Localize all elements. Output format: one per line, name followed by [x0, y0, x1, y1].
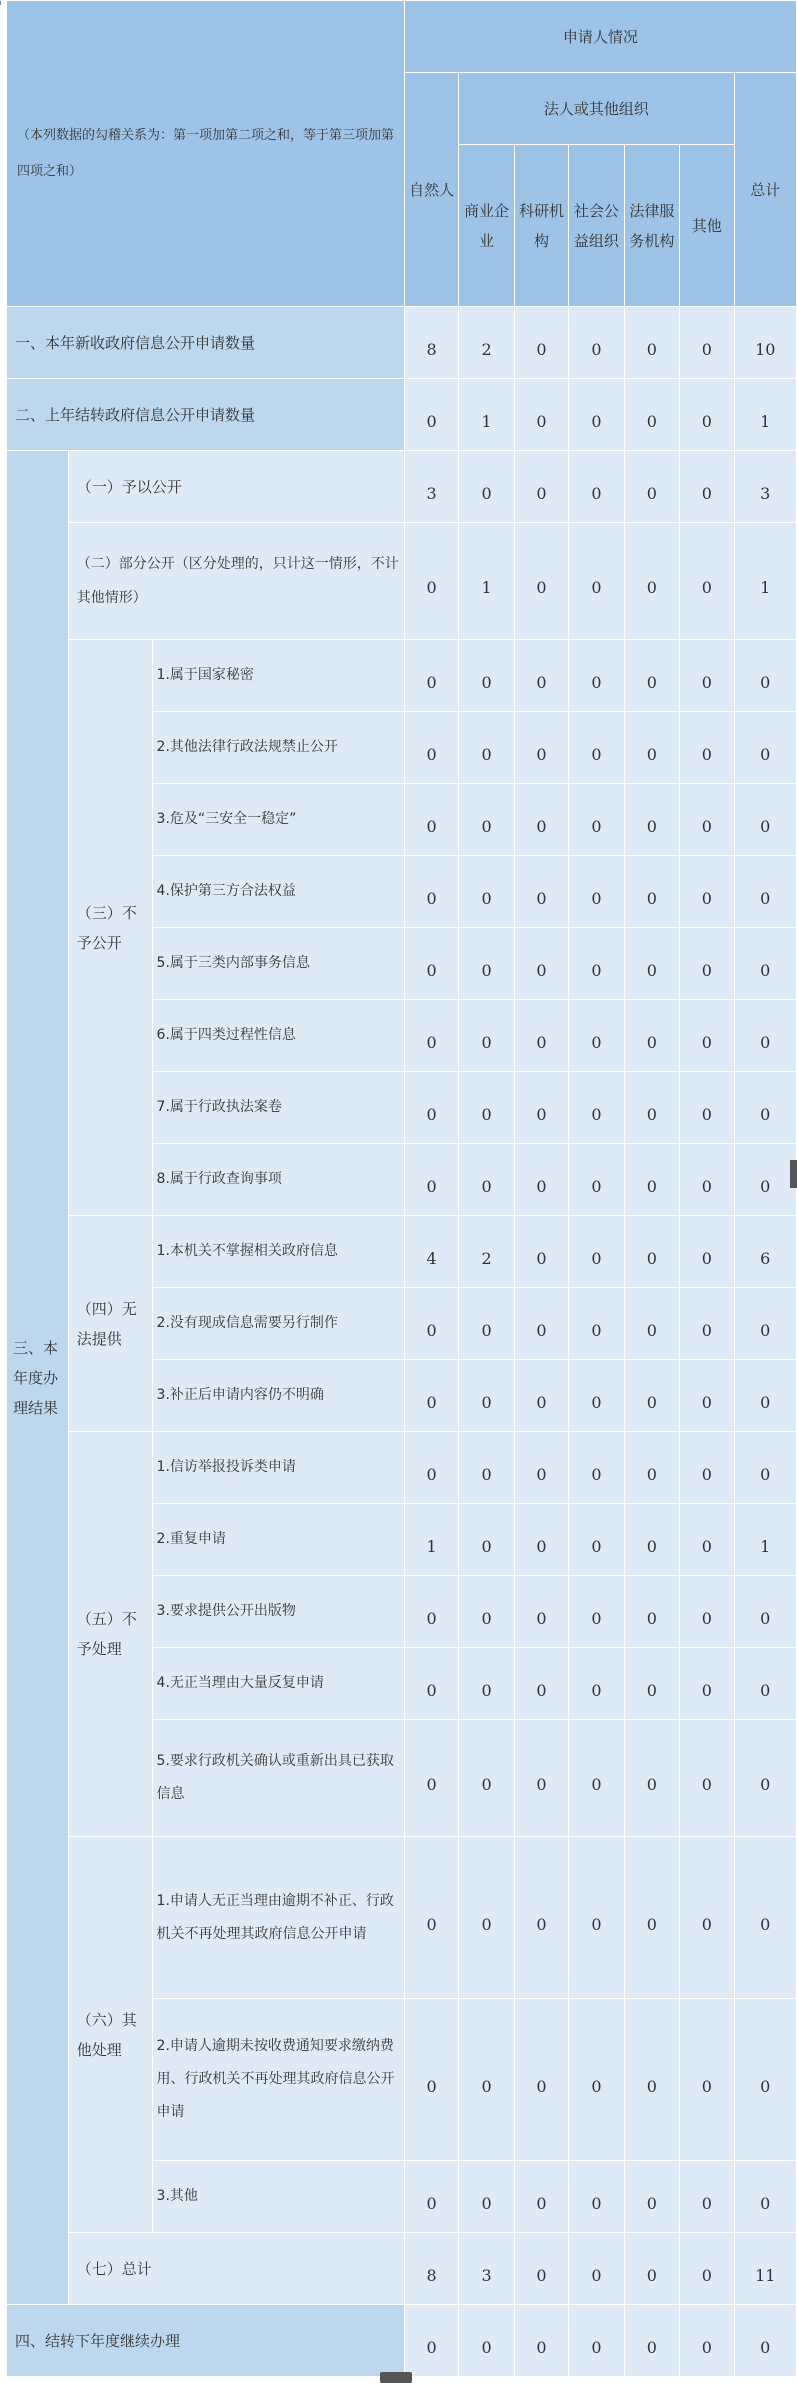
disclosure-statistics-table	[6, 0, 797, 2377]
value-cell: 0	[514, 451, 568, 523]
item-label: 3.危及“三安全一稳定”	[152, 784, 404, 856]
value-cell: 0	[459, 451, 514, 523]
value-cell: 0	[459, 1504, 514, 1576]
value-cell: 0	[624, 2161, 679, 2233]
item-label: 3.其他	[152, 2161, 404, 2233]
value-cell: 1	[734, 523, 796, 640]
row-label: 四、结转下年度继续办理	[7, 2305, 405, 2377]
row-label: 一、本年新收政府信息公开申请数量	[7, 307, 405, 379]
value-cell: 0	[569, 1576, 624, 1648]
public-welfare-header: 社会公益组织	[569, 145, 624, 307]
value-cell: 0	[680, 1576, 734, 1648]
item-label: 1.本机关不掌握相关政府信息	[152, 1216, 404, 1288]
value-cell: 0	[734, 1999, 796, 2161]
value-cell: 0	[404, 712, 458, 784]
total-header: 总计	[734, 73, 796, 307]
value-cell: 0	[624, 2305, 679, 2377]
value-cell: 0	[734, 2161, 796, 2233]
value-cell: 0	[459, 712, 514, 784]
value-cell: 0	[680, 2305, 734, 2377]
value-cell: 0	[569, 1432, 624, 1504]
value-cell: 0	[569, 523, 624, 640]
value-cell: 0	[734, 1288, 796, 1360]
value-cell: 0	[624, 451, 679, 523]
value-cell: 0	[734, 1576, 796, 1648]
value-cell: 0	[624, 1288, 679, 1360]
value-cell: 0	[680, 379, 734, 451]
value-cell: 0	[734, 1648, 796, 1720]
value-cell: 0	[569, 1648, 624, 1720]
value-cell: 0	[404, 1360, 458, 1432]
value-cell: 0	[404, 2305, 458, 2377]
value-cell: 0	[680, 1720, 734, 1837]
value-cell: 0	[680, 1837, 734, 1999]
value-cell: 0	[680, 928, 734, 1000]
table-row	[7, 1216, 797, 1288]
applicant-info-header: 申请人情况	[404, 1, 796, 73]
item-label: 5.属于三类内部事务信息	[152, 928, 404, 1000]
table-row	[7, 379, 797, 451]
value-cell: 0	[624, 1999, 679, 2161]
value-cell: 0	[514, 1432, 568, 1504]
value-cell: 0	[514, 928, 568, 1000]
commercial-header: 商业企业	[459, 145, 514, 307]
table-row	[7, 1432, 797, 1504]
row-label: （二）部分公开（区分处理的，只计这一情形，不计其他情形）	[68, 523, 404, 640]
item-label: 2.申请人逾期未按收费通知要求缴纳费用、行政机关不再处理其政府信息公开申请	[152, 1999, 404, 2161]
value-cell: 0	[734, 1072, 796, 1144]
value-cell: 0	[514, 784, 568, 856]
value-cell: 0	[680, 1648, 734, 1720]
value-cell: 0	[680, 1504, 734, 1576]
value-cell: 0	[680, 784, 734, 856]
value-cell: 0	[514, 2161, 568, 2233]
value-cell: 0	[569, 1720, 624, 1837]
value-cell: 0	[569, 2161, 624, 2233]
value-cell: 8	[404, 2233, 458, 2305]
value-cell: 0	[404, 928, 458, 1000]
legal-org-header: 法人或其他组织	[459, 73, 734, 145]
table-row	[7, 451, 797, 523]
value-cell: 0	[459, 640, 514, 712]
value-cell: 0	[404, 1000, 458, 1072]
value-cell: 0	[459, 1576, 514, 1648]
group-label: （六）其他处理	[68, 1837, 152, 2233]
value-cell: 0	[569, 1837, 624, 1999]
value-cell: 0	[624, 712, 679, 784]
table-row	[7, 307, 797, 379]
value-cell: 0	[569, 307, 624, 379]
value-cell: 0	[624, 1432, 679, 1504]
item-label: 2.没有现成信息需要另行制作	[152, 1288, 404, 1360]
value-cell: 0	[514, 1720, 568, 1837]
legal-service-header: 法律服务机构	[624, 145, 679, 307]
value-cell: 2	[459, 1216, 514, 1288]
value-cell: 0	[459, 1144, 514, 1216]
value-cell: 0	[624, 928, 679, 1000]
value-cell: 0	[680, 2161, 734, 2233]
row-label: 二、上年结转政府信息公开申请数量	[7, 379, 405, 451]
value-cell: 0	[680, 1999, 734, 2161]
value-cell: 0	[514, 712, 568, 784]
item-label: 3.要求提供公开出版物	[152, 1576, 404, 1648]
value-cell: 0	[624, 856, 679, 928]
value-cell: 4	[404, 1216, 458, 1288]
item-label: 7.属于行政执法案卷	[152, 1072, 404, 1144]
value-cell: 0	[680, 856, 734, 928]
value-cell: 0	[569, 784, 624, 856]
value-cell: 0	[404, 1576, 458, 1648]
value-cell: 0	[514, 1999, 568, 2161]
value-cell: 0	[734, 1144, 796, 1216]
value-cell: 0	[514, 640, 568, 712]
value-cell: 3	[459, 2233, 514, 2305]
value-cell: 0	[569, 1000, 624, 1072]
value-cell: 0	[734, 1720, 796, 1837]
value-cell: 0	[624, 640, 679, 712]
value-cell: 0	[680, 1360, 734, 1432]
resize-handle-right[interactable]	[790, 1160, 797, 1188]
value-cell: 0	[734, 928, 796, 1000]
item-label: 8.属于行政查询事项	[152, 1144, 404, 1216]
value-cell: 0	[404, 379, 458, 451]
value-cell: 0	[514, 1072, 568, 1144]
value-cell: 0	[734, 2305, 796, 2377]
resize-handle-bottom[interactable]	[380, 2372, 412, 2383]
value-cell: 0	[459, 2305, 514, 2377]
value-cell: 0	[569, 1072, 624, 1144]
value-cell: 0	[624, 1576, 679, 1648]
group-label: （五）不予处理	[68, 1432, 152, 1837]
value-cell: 0	[569, 928, 624, 1000]
value-cell: 0	[404, 856, 458, 928]
value-cell: 0	[459, 1288, 514, 1360]
value-cell: 0	[459, 856, 514, 928]
value-cell: 0	[514, 1000, 568, 1072]
value-cell: 0	[734, 1360, 796, 1432]
value-cell: 0	[569, 1288, 624, 1360]
value-cell: 0	[569, 1360, 624, 1432]
item-label: 5.要求行政机关确认或重新出具已获取信息	[152, 1720, 404, 1837]
value-cell: 0	[404, 1837, 458, 1999]
value-cell: 0	[569, 1144, 624, 1216]
value-cell: 1	[404, 1504, 458, 1576]
value-cell: 0	[624, 1216, 679, 1288]
value-cell: 1	[734, 379, 796, 451]
value-cell: 2	[459, 307, 514, 379]
item-label: 4.无正当理由大量反复申请	[152, 1648, 404, 1720]
value-cell: 0	[514, 1144, 568, 1216]
value-cell: 0	[624, 1144, 679, 1216]
value-cell: 0	[680, 307, 734, 379]
value-cell: 0	[569, 451, 624, 523]
value-cell: 0	[569, 2305, 624, 2377]
value-cell: 0	[404, 1072, 458, 1144]
value-cell: 0	[624, 2233, 679, 2305]
value-cell: 0	[459, 1360, 514, 1432]
value-cell: 0	[680, 1432, 734, 1504]
value-cell: 0	[624, 1360, 679, 1432]
value-cell: 0	[569, 640, 624, 712]
value-cell: 8	[404, 307, 458, 379]
value-cell: 0	[514, 2305, 568, 2377]
value-cell: 0	[514, 1837, 568, 1999]
section-label: 三、本年度办理结果	[7, 451, 69, 2305]
value-cell: 6	[734, 1216, 796, 1288]
value-cell: 0	[624, 1504, 679, 1576]
value-cell: 0	[459, 1999, 514, 2161]
value-cell: 0	[734, 856, 796, 928]
table-row	[7, 1837, 797, 1999]
value-cell: 0	[459, 928, 514, 1000]
value-cell: 0	[624, 1837, 679, 1999]
value-cell: 0	[514, 307, 568, 379]
item-label: 3.补正后申请内容仍不明确	[152, 1360, 404, 1432]
value-cell: 0	[569, 712, 624, 784]
value-cell: 0	[569, 2233, 624, 2305]
value-cell: 0	[514, 1504, 568, 1576]
value-cell: 0	[680, 640, 734, 712]
value-cell: 0	[404, 1288, 458, 1360]
value-cell: 0	[459, 1000, 514, 1072]
value-cell: 0	[459, 784, 514, 856]
disclosure-table-container	[6, 0, 797, 2377]
value-cell: 0	[459, 1072, 514, 1144]
value-cell: 3	[734, 451, 796, 523]
group-label: （四）无法提供	[68, 1216, 152, 1432]
research-header: 科研机构	[514, 145, 568, 307]
value-cell: 0	[624, 1000, 679, 1072]
table-row	[7, 2305, 797, 2377]
value-cell: 0	[404, 1648, 458, 1720]
table-row	[7, 523, 797, 640]
value-cell: 0	[404, 2161, 458, 2233]
value-cell: 0	[404, 523, 458, 640]
value-cell: 0	[680, 2233, 734, 2305]
value-cell: 0	[734, 1432, 796, 1504]
value-cell: 10	[734, 307, 796, 379]
natural-person-header: 自然人	[404, 73, 458, 307]
group-label: （三）不予公开	[68, 640, 152, 1216]
value-cell: 0	[624, 523, 679, 640]
table-row	[7, 2233, 797, 2305]
item-label: 4.保护第三方合法权益	[152, 856, 404, 928]
value-cell: 1	[734, 1504, 796, 1576]
row-label: （一）予以公开	[68, 451, 404, 523]
value-cell: 0	[514, 856, 568, 928]
item-label: 2.其他法律行政法规禁止公开	[152, 712, 404, 784]
value-cell: 0	[514, 1216, 568, 1288]
value-cell: 0	[569, 1504, 624, 1576]
table-row	[7, 640, 797, 712]
value-cell: 0	[624, 784, 679, 856]
value-cell: 0	[514, 1576, 568, 1648]
value-cell: 0	[734, 712, 796, 784]
value-cell: 0	[514, 1648, 568, 1720]
value-cell: 1	[459, 379, 514, 451]
item-label: 1.属于国家秘密	[152, 640, 404, 712]
value-cell: 0	[404, 1720, 458, 1837]
value-cell: 0	[734, 640, 796, 712]
value-cell: 0	[624, 1072, 679, 1144]
value-cell: 0	[459, 1648, 514, 1720]
value-cell: 0	[569, 379, 624, 451]
value-cell: 0	[734, 1837, 796, 1999]
value-cell: 0	[514, 1288, 568, 1360]
value-cell: 0	[514, 523, 568, 640]
value-cell: 0	[514, 2233, 568, 2305]
value-cell: 0	[404, 640, 458, 712]
item-label: 2.重复申请	[152, 1504, 404, 1576]
value-cell: 1	[459, 523, 514, 640]
other-header: 其他	[680, 145, 734, 307]
value-cell: 0	[404, 784, 458, 856]
value-cell: 0	[680, 523, 734, 640]
row-label: （七）总计	[68, 2233, 404, 2305]
value-cell: 0	[569, 1216, 624, 1288]
value-cell: 0	[680, 712, 734, 784]
value-cell: 0	[624, 379, 679, 451]
value-cell: 0	[569, 856, 624, 928]
value-cell: 0	[569, 1999, 624, 2161]
value-cell: 0	[404, 1432, 458, 1504]
value-cell: 0	[514, 1360, 568, 1432]
value-cell: 0	[404, 1999, 458, 2161]
value-cell: 0	[624, 1720, 679, 1837]
value-cell: 0	[459, 1837, 514, 1999]
value-cell: 0	[459, 1720, 514, 1837]
value-cell: 0	[459, 1432, 514, 1504]
value-cell: 0	[680, 1000, 734, 1072]
value-cell: 0	[680, 1216, 734, 1288]
value-cell: 0	[459, 2161, 514, 2233]
value-cell: 0	[734, 1000, 796, 1072]
value-cell: 0	[514, 379, 568, 451]
value-cell: 0	[680, 1144, 734, 1216]
page-corner-mark	[0, 1, 1, 5]
value-cell: 0	[624, 1648, 679, 1720]
value-cell: 0	[624, 307, 679, 379]
value-cell: 0	[680, 1072, 734, 1144]
value-cell: 11	[734, 2233, 796, 2305]
item-label: 6.属于四类过程性信息	[152, 1000, 404, 1072]
table-note: （本列数据的勾稽关系为：第一项加第二项之和，等于第三项加第四项之和）	[7, 1, 405, 307]
value-cell: 0	[680, 1288, 734, 1360]
value-cell: 0	[404, 1144, 458, 1216]
value-cell: 0	[680, 451, 734, 523]
value-cell: 0	[734, 784, 796, 856]
item-label: 1.申请人无正当理由逾期不补正、行政机关不再处理其政府信息公开申请	[152, 1837, 404, 1999]
value-cell: 3	[404, 451, 458, 523]
item-label: 1.信访举报投诉类申请	[152, 1432, 404, 1504]
